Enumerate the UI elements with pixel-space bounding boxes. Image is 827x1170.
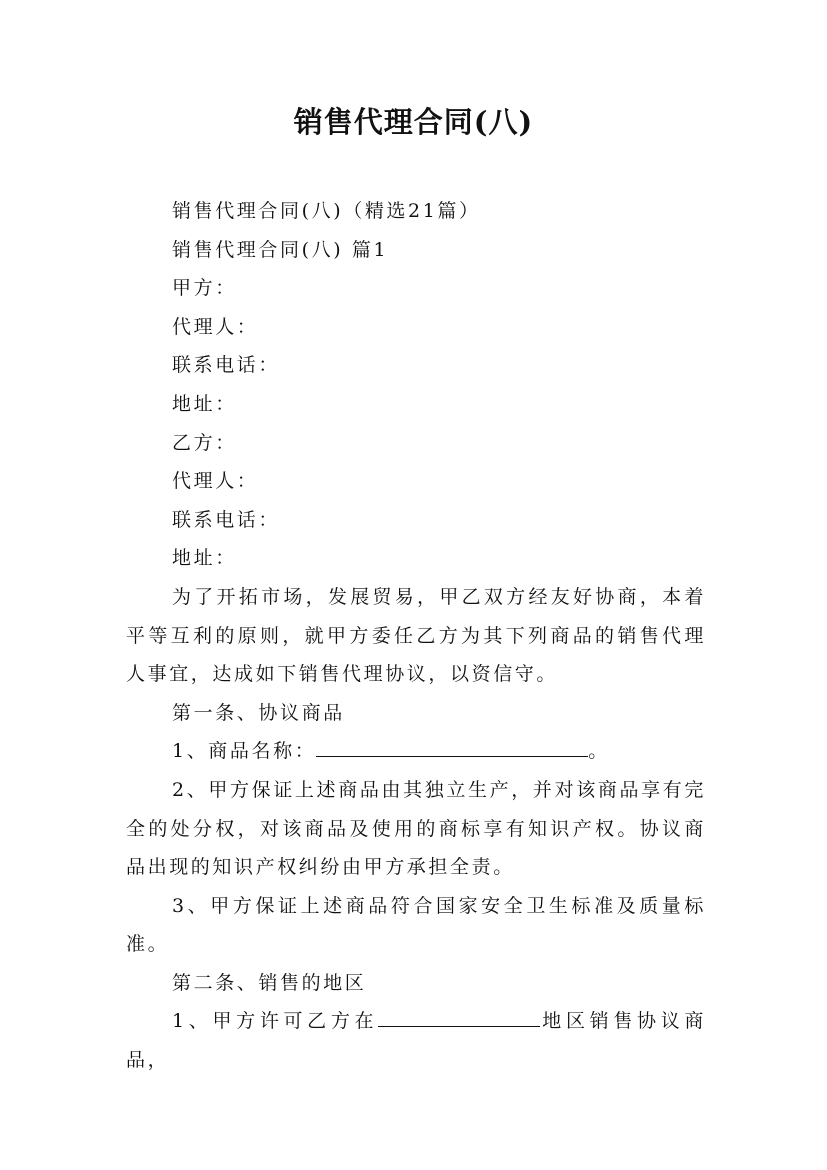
article-2-item-1-suffix: 地区销售协议商品， bbox=[126, 1010, 706, 1072]
party-b-agent-label: 代理人： bbox=[172, 470, 259, 493]
article-1-item-2: 2、甲方保证上述商品由其独立生产，并对该商品享有完全的处分权，对该商品及使用的商标享有知识产权。协议商品出现的知识产权纠纷由甲方承担全责。 bbox=[126, 778, 706, 879]
party-a-phone-label: 联系电话： bbox=[172, 354, 281, 377]
party-b-address-label: 地址： bbox=[172, 547, 237, 570]
party-b-phone-label: 联系电话： bbox=[172, 508, 281, 531]
document-body bbox=[126, 192, 706, 1080]
article-1-item-1 bbox=[126, 732, 706, 771]
article-2-item-1 bbox=[126, 1002, 706, 1079]
region-blank bbox=[378, 1004, 540, 1027]
party-a-address-label: 地址： bbox=[172, 392, 237, 415]
article-1-heading: 第一条、协议商品 bbox=[172, 701, 345, 724]
preamble-paragraph: 为了开拓市场，发展贸易，甲乙双方经友好协商，本着平等互利的原则，就甲方委任乙方为其下列商品的销售代理人事宜，达成如下销售代理协议，以资信守。 bbox=[126, 585, 706, 686]
party-b-label: 乙方： bbox=[172, 431, 237, 454]
product-name-blank bbox=[316, 734, 588, 757]
article-1-item-3: 3、甲方保证上述商品符合国家安全卫生标准及质量标准。 bbox=[126, 894, 706, 956]
party-a-label: 甲方： bbox=[172, 277, 237, 300]
party-a-agent-label: 代理人： bbox=[172, 315, 259, 338]
article-1-item-1-suffix: 。 bbox=[588, 740, 610, 763]
article-1-item-1-prefix: 1、商品名称： bbox=[172, 740, 317, 763]
intro-line: 销售代理合同(八)（精选21篇） bbox=[172, 200, 481, 222]
article-2-item-1-prefix: 1、甲方许可乙方在 bbox=[172, 1010, 379, 1033]
document-title: 销售代理合同(八) bbox=[293, 105, 534, 139]
piece-heading: 销售代理合同(八) 篇1 bbox=[172, 238, 389, 261]
article-2-heading: 第二条、销售的地区 bbox=[172, 971, 367, 994]
